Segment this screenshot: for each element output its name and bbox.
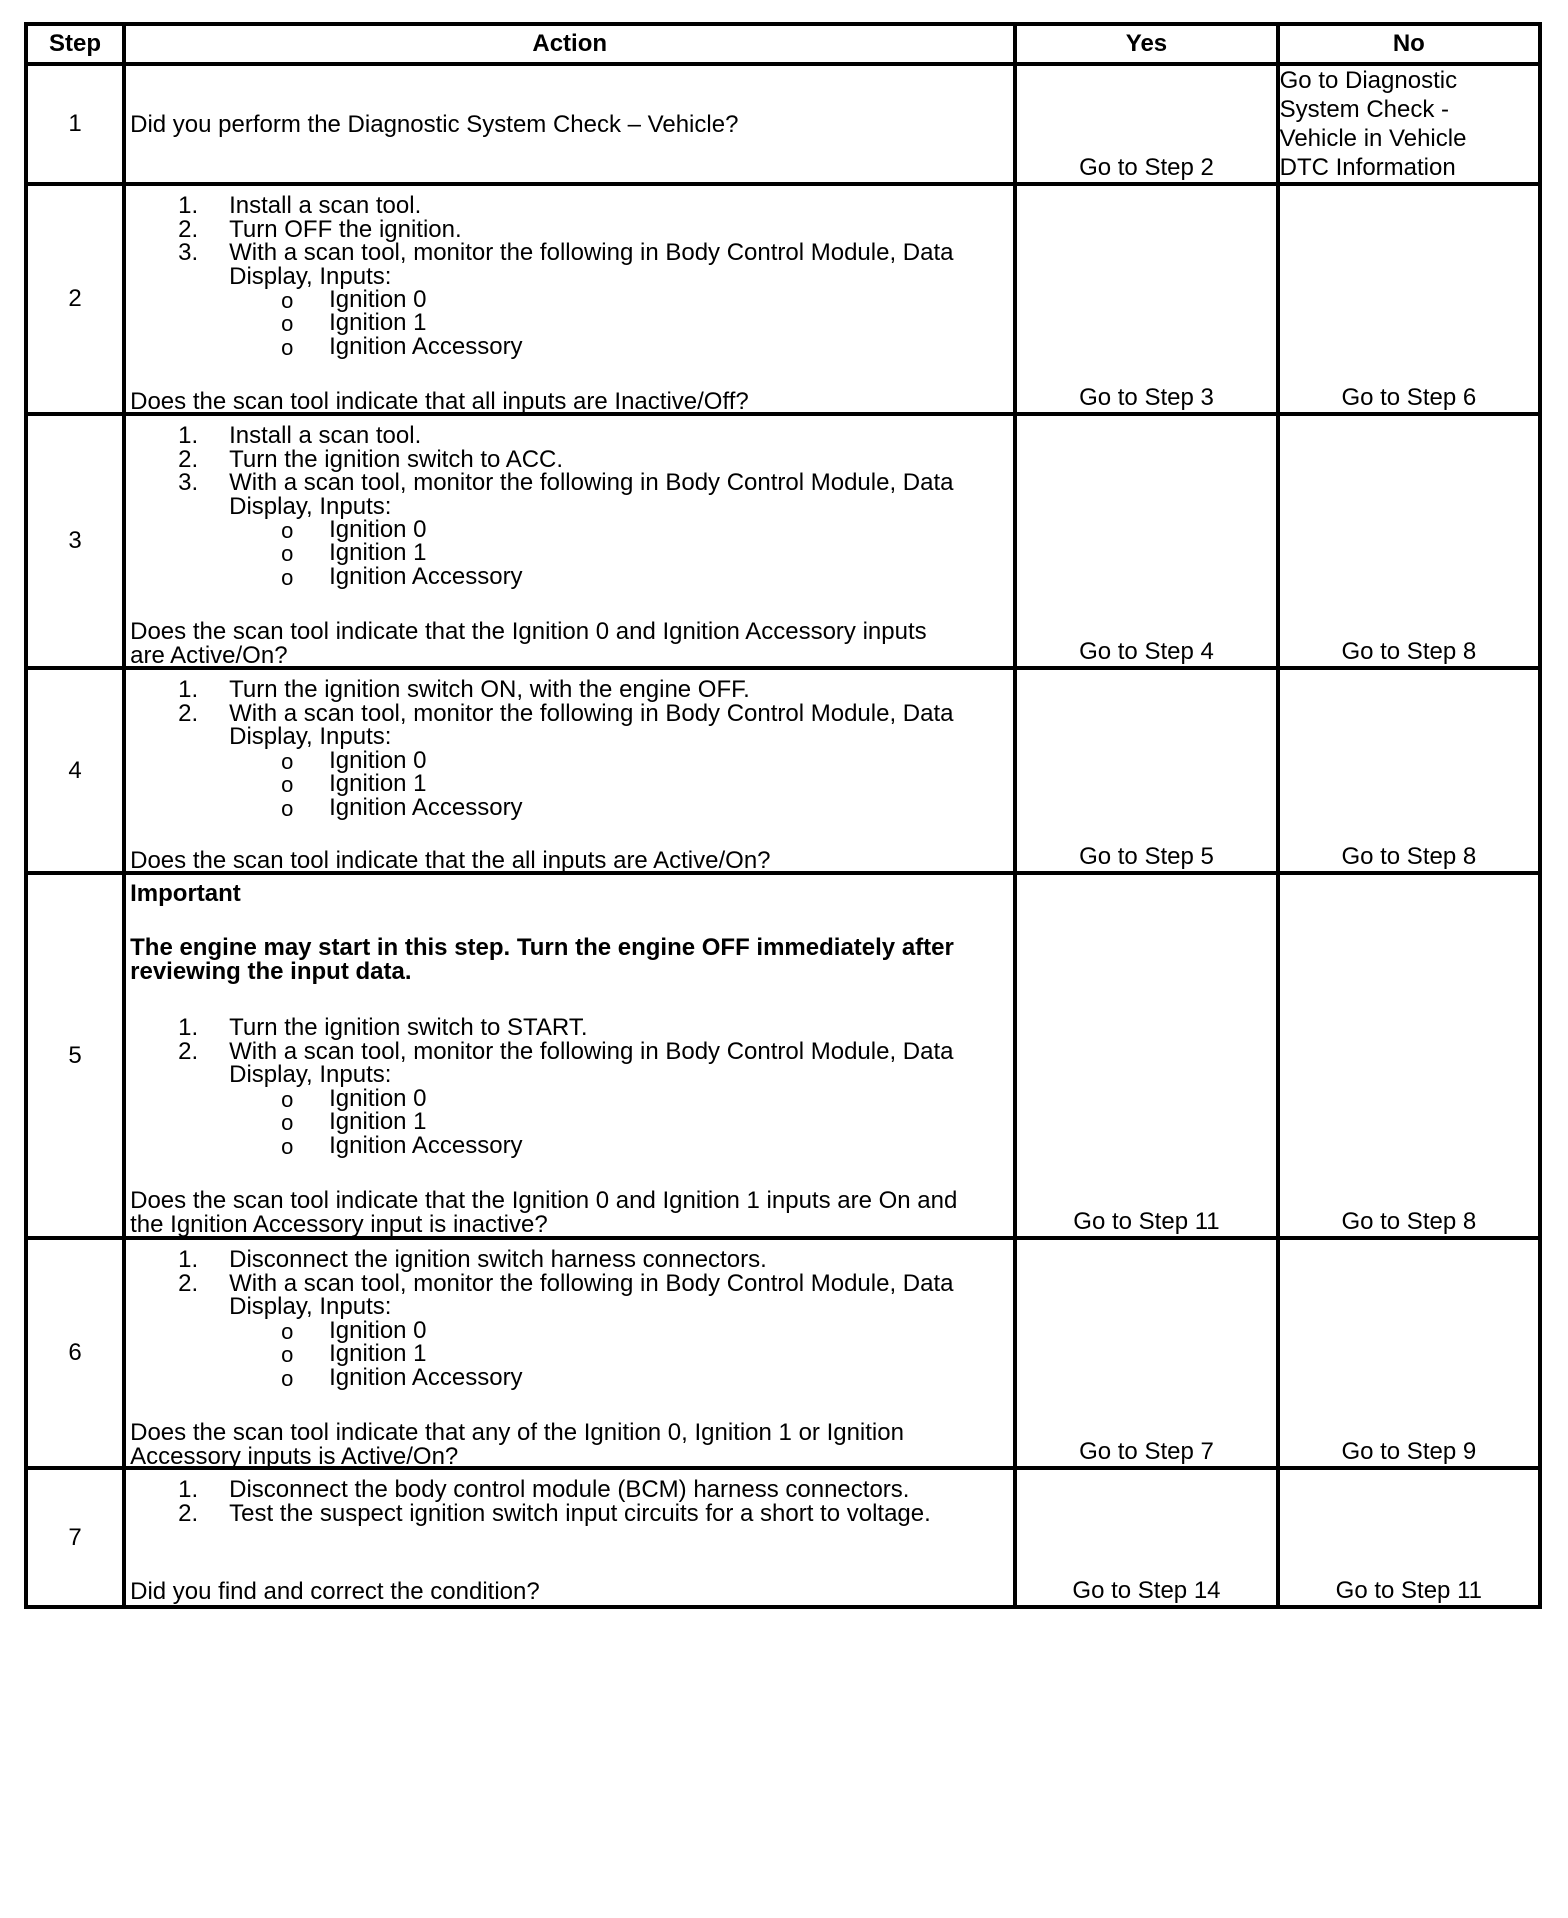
action-cell: [124, 668, 1015, 873]
item-text: Display, Inputs:: [229, 493, 392, 520]
bullet: o: [281, 1087, 294, 1112]
step-number: 5: [26, 873, 124, 1238]
sub-item: Ignition 0: [329, 1317, 427, 1344]
action-cell: [124, 873, 1015, 1238]
sub-item: Ignition 1: [329, 1340, 427, 1367]
item-text: With a scan tool, monitor the following in Body Control Module, Data: [229, 1038, 954, 1065]
sub-item: Ignition 0: [329, 747, 427, 774]
item-number: 1.: [178, 422, 199, 449]
bullet: o: [281, 565, 294, 590]
question-text: are Active/On?: [130, 642, 288, 669]
table-row: [26, 1238, 1540, 1468]
bullet: o: [281, 749, 294, 774]
sub-item: Ignition 1: [329, 309, 427, 336]
item-number: 1.: [178, 192, 199, 219]
action-cell: [124, 184, 1015, 414]
sub-item: Ignition 1: [329, 770, 427, 797]
item-number: 3.: [178, 469, 199, 496]
bullet: o: [281, 1134, 294, 1159]
no-line: Vehicle in Vehicle: [1279, 125, 1467, 152]
no-line: Go to Diagnostic: [1279, 67, 1458, 94]
warning-text: The engine may start in this step. Turn the engine OFF immediately after: [130, 934, 954, 961]
no-cell: Go to Step 9: [1278, 1238, 1540, 1468]
item-number: 2.: [178, 1500, 199, 1527]
item-text: Test the suspect ignition switch input circuits for a short to voltage.: [229, 1500, 931, 1527]
sub-item: Ignition Accessory: [329, 1132, 523, 1159]
table-row: [26, 184, 1540, 414]
no-cell: Go to Step 8: [1278, 873, 1540, 1238]
item-number: 2.: [178, 216, 199, 243]
item-text: Turn the ignition switch ON, with the engine OFF.: [229, 676, 750, 703]
sub-item: Ignition 0: [329, 516, 427, 543]
step-number: 2: [26, 184, 124, 414]
item-text: With a scan tool, monitor the following in Body Control Module, Data: [229, 700, 954, 727]
table-row: [26, 1468, 1540, 1607]
header-no: No: [1278, 24, 1540, 64]
item-number: 3.: [178, 239, 199, 266]
sub-item: Ignition Accessory: [329, 563, 523, 590]
yes-cell: Go to Step 7: [1015, 1238, 1277, 1468]
no-cell: Go to Step 8: [1278, 668, 1540, 873]
step-number: 1: [26, 64, 124, 184]
bullet: o: [281, 311, 294, 336]
question-text: the Ignition Accessory input is inactive?: [130, 1211, 548, 1238]
no-line: System Check -: [1279, 96, 1450, 123]
item-text: Turn the ignition switch to ACC.: [229, 446, 564, 473]
item-number: 1.: [178, 1014, 199, 1041]
yes-cell: Go to Step 2: [1015, 64, 1277, 184]
item-text: Turn the ignition switch to START.: [229, 1014, 588, 1041]
table-row: [26, 414, 1540, 668]
item-number: 1.: [178, 1476, 199, 1503]
no-cell: Go to Step 11: [1278, 1468, 1540, 1607]
header-row: [26, 24, 1540, 64]
bullet: o: [281, 796, 294, 821]
action-cell: [124, 1238, 1015, 1468]
no-cell: Go to Step 8: [1278, 414, 1540, 668]
bullet: o: [281, 1110, 294, 1135]
item-text: With a scan tool, monitor the following in Body Control Module, Data: [229, 239, 954, 266]
important-label: Important: [130, 880, 241, 907]
item-text: Display, Inputs:: [229, 1061, 392, 1088]
question-text: Does the scan tool indicate that all inputs are Inactive/Off?: [130, 388, 749, 415]
table-row: [26, 668, 1540, 873]
no-cell: [1278, 64, 1540, 184]
sub-item: Ignition 0: [329, 286, 427, 313]
action-cell: [124, 64, 1015, 184]
table-row: [26, 873, 1540, 1238]
step-number: 3: [26, 414, 124, 668]
warning-text: reviewing the input data.: [130, 958, 412, 985]
sub-item: Ignition Accessory: [329, 333, 523, 360]
item-text: Install a scan tool.: [229, 192, 422, 219]
no-line: DTC Information: [1279, 154, 1456, 181]
table-row: [26, 64, 1540, 184]
diagnostic-table: [24, 22, 1542, 1609]
bullet: o: [281, 518, 294, 543]
item-number: 2.: [178, 446, 199, 473]
question-text: Did you find and correct the condition?: [130, 1578, 540, 1605]
bullet: o: [281, 1319, 294, 1344]
sub-item: Ignition Accessory: [329, 794, 523, 821]
header-yes: Yes: [1015, 24, 1277, 64]
sub-item: Ignition 1: [329, 1108, 427, 1135]
item-text: With a scan tool, monitor the following in Body Control Module, Data: [229, 1270, 954, 1297]
bullet: o: [281, 1342, 294, 1367]
item-number: 2.: [178, 1270, 199, 1297]
item-text: Turn OFF the ignition.: [229, 216, 462, 243]
item-text: With a scan tool, monitor the following in Body Control Module, Data: [229, 469, 954, 496]
item-number: 2.: [178, 1038, 199, 1065]
yes-cell: Go to Step 4: [1015, 414, 1277, 668]
yes-cell: Go to Step 5: [1015, 668, 1277, 873]
question-text: Accessory inputs is Active/On?: [130, 1443, 459, 1470]
step-number: 6: [26, 1238, 124, 1468]
bullet: o: [281, 541, 294, 566]
question-text: Does the scan tool indicate that the Ignition 0 and Ignition Accessory inputs: [130, 618, 927, 645]
item-text: Display, Inputs:: [229, 263, 392, 290]
header-step: Step: [26, 24, 124, 64]
header-action: Action: [124, 24, 1015, 64]
question-text: Does the scan tool indicate that any of the Ignition 0, Ignition 1 or Ignition: [130, 1419, 904, 1446]
sub-item: Ignition Accessory: [329, 1364, 523, 1391]
item-number: 1.: [178, 1246, 199, 1273]
sub-item: Ignition 1: [329, 539, 427, 566]
item-text: Disconnect the ignition switch harness connectors.: [229, 1246, 767, 1273]
no-cell: Go to Step 6: [1278, 184, 1540, 414]
question-text: Does the scan tool indicate that the Ignition 0 and Ignition 1 inputs are On and: [130, 1187, 958, 1214]
yes-cell: Go to Step 3: [1015, 184, 1277, 414]
item-text: Display, Inputs:: [229, 1293, 392, 1320]
step-number: 4: [26, 668, 124, 873]
item-text: Disconnect the body control module (BCM) harness connectors.: [229, 1476, 910, 1503]
item-number: 2.: [178, 700, 199, 727]
yes-cell: Go to Step 11: [1015, 873, 1277, 1238]
item-number: 1.: [178, 676, 199, 703]
sub-item: Ignition 0: [329, 1085, 427, 1112]
bullet: o: [281, 288, 294, 313]
item-text: Display, Inputs:: [229, 723, 392, 750]
step-number: 7: [26, 1468, 124, 1607]
question-text: Does the scan tool indicate that the all inputs are Active/On?: [130, 847, 771, 874]
yes-cell: Go to Step 14: [1015, 1468, 1277, 1607]
bullet: o: [281, 772, 294, 797]
item-text: Install a scan tool.: [229, 422, 422, 449]
action-cell: [124, 1468, 1015, 1607]
bullet: o: [281, 1366, 294, 1391]
question-text: Did you perform the Diagnostic System Check – Vehicle?: [130, 110, 739, 138]
bullet: o: [281, 335, 294, 360]
action-cell: [124, 414, 1015, 668]
